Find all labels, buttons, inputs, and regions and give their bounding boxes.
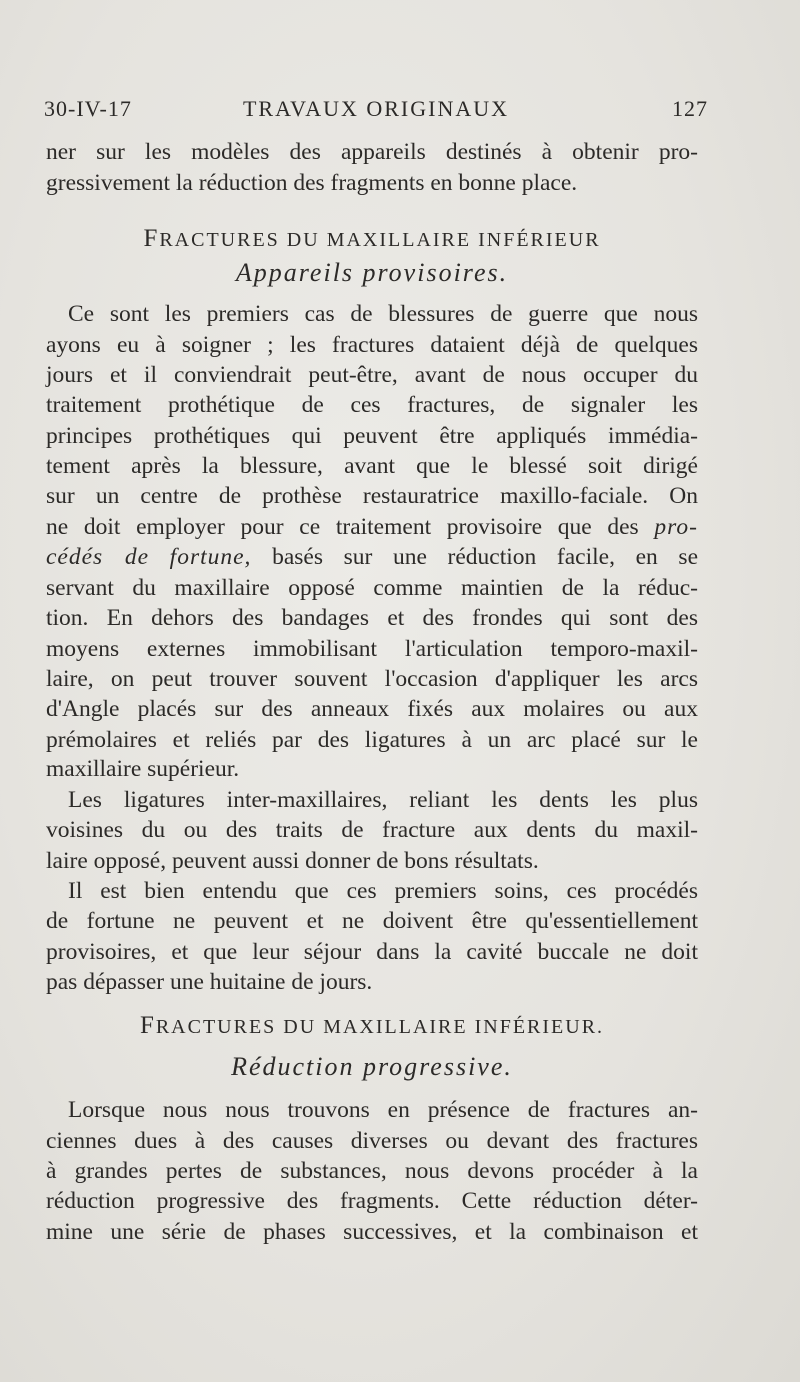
text-line: de fortune ne peuvent et ne doivent être qu'essentiellement [46, 908, 698, 934]
text-line: tement après la blessure, avant que le blessé soit dirigé [46, 453, 698, 479]
text-line: mine une série de phases successives, et la combinaison et [46, 1219, 698, 1245]
text-line: laire, on peut trouver souvent l'occasion d'appliquer les arcs [46, 666, 698, 692]
text-line: Ce sont les premiers cas de blessures de guerre que nous [68, 301, 698, 327]
issue-date: 30-IV-17 [44, 96, 132, 121]
text-line: maxillaire supérieur. [46, 756, 240, 782]
text-line: prémolaires et reliés par des ligatures à un arc placé sur le [46, 727, 698, 753]
text-line: servant du maxillaire opposé comme maintien de la réduc- [46, 575, 698, 601]
section-heading: FRACTURES DU MAXILLAIRE INFÉRIEUR [143, 225, 601, 252]
text-line: moyens externes immobilisant l'articulation temporo-maxil- [46, 636, 698, 662]
text-line: jours et il conviendrait peut-être, avant de nous occuper du [46, 362, 698, 388]
text-line: à grandes pertes de substances, nous devons procéder à la [46, 1158, 698, 1184]
section-subheading: Réduction progressive. [231, 1052, 513, 1081]
text-line: Lorsque nous nous trouvons en présence de fractures an- [68, 1097, 698, 1123]
text-line: ayons eu à soigner ; les fractures dataient déjà de quelques [46, 332, 698, 358]
text-line: gressivement la réduction des fragments en bonne place. [46, 170, 578, 196]
text-line: ne doit employer pour ce traitement provisoire que des pro- [46, 514, 698, 540]
text-line: Les ligatures inter-maxillaires, reliant les dents les plus [68, 787, 698, 813]
running-head: TRAVAUX ORIGINAUX [242, 96, 510, 121]
section-heading: FRACTURES DU MAXILLAIRE INFÉRIEUR. [139, 1012, 605, 1039]
text-line: réduction progressive des fragments. Cette réduction déter- [46, 1188, 698, 1214]
text-line: cédés de fortune, basés sur une réduction facile, en se [46, 544, 699, 570]
text-line: Il est bien entendu que ces premiers soins, ces procédés [68, 878, 698, 904]
text-line: ner sur les modèles des appareils destinés à obtenir pro- [46, 139, 698, 165]
text-line: traitement prothétique de ces fractures, de signaler les [46, 392, 698, 418]
text-line: principes prothétiques qui peuvent être appliqués immédia- [46, 423, 698, 449]
text-line: provisoires, et que leur séjour dans la cavité buccale ne doit [46, 939, 698, 965]
text-line: laire opposé, peuvent aussi donner de bons résultats. [46, 848, 539, 874]
section-subheading: Appareils provisoires. [235, 258, 509, 287]
text-line: d'Angle placés sur des anneaux fixés aux molaires ou aux [46, 696, 698, 722]
page-number: 127 [672, 96, 708, 121]
text-line: ciennes dues à des causes diverses ou devant des fractures [46, 1128, 698, 1154]
text-line: sur un centre de prothèse restauratrice maxillo-faciale. On [46, 483, 698, 509]
text-line: voisines du ou des traits de fracture aux dents du maxil- [46, 817, 698, 843]
text-line: tion. En dehors des bandages et des frondes qui sont des [46, 605, 698, 631]
text-line: pas dépasser une huitaine de jours. [46, 969, 373, 995]
page-header [44, 96, 708, 126]
